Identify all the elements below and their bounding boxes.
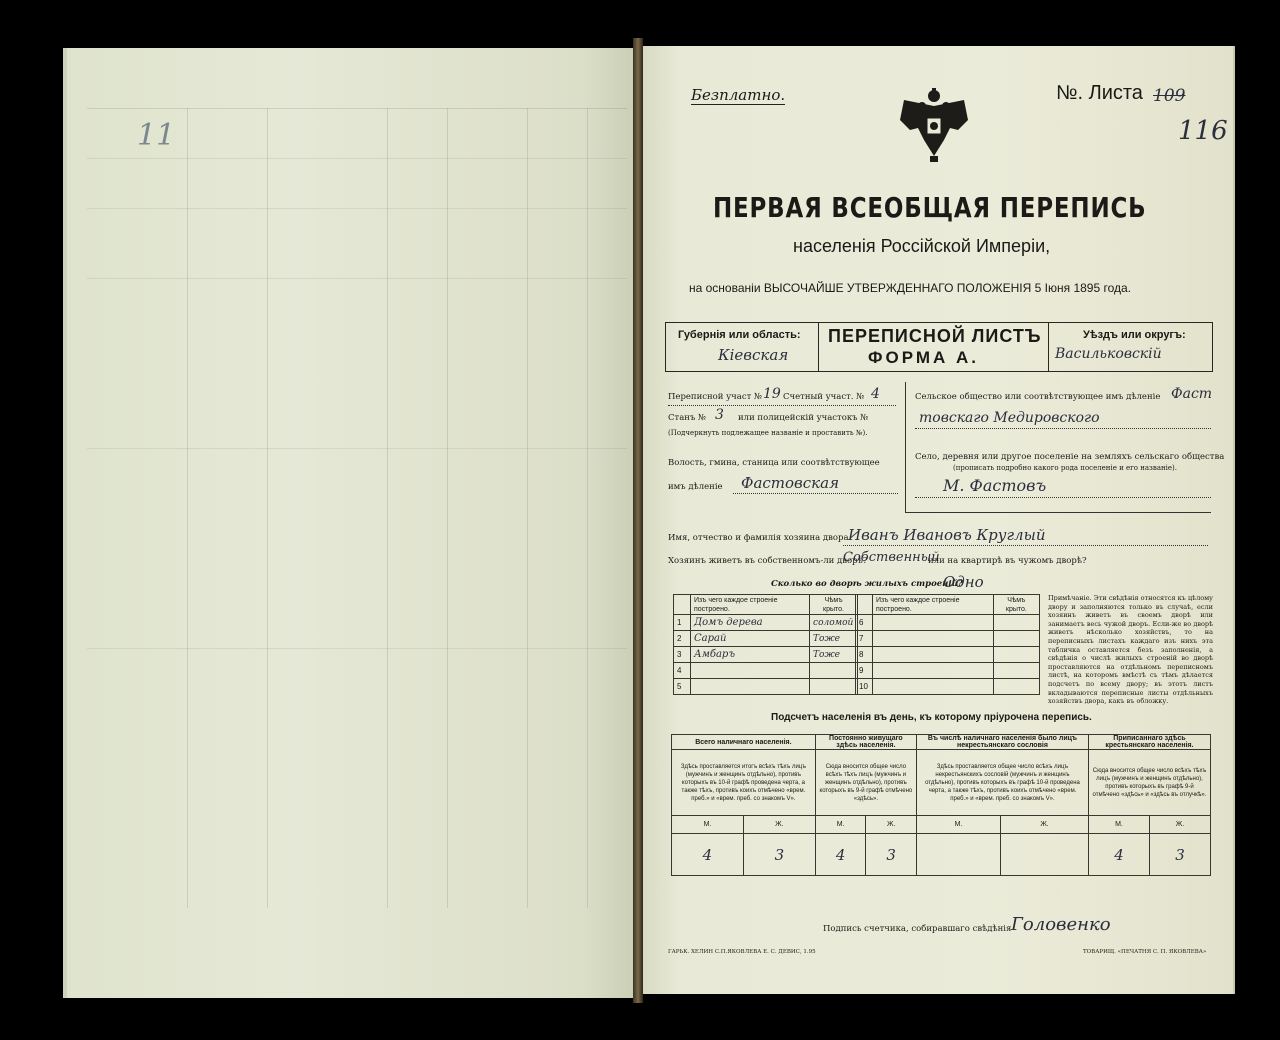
volost-value: Фастовская <box>741 474 840 492</box>
census-section-value: 19 <box>763 386 781 402</box>
show-through-grid <box>87 108 627 949</box>
buildings-note: Примѣчаніе. Эти свѣдѣнія относятся къ цѣлому двору и заполняются только въ случаѣ, если хозяинъ живетъ въ своемъ дворѣ или занимаетъ весь чужой дворъ. Если-же во дворѣ живетъ нѣсколько хозяйствъ, то на переписныхъ листахъ каждаго изъ нихъ эта табличка оставляется безъ заполненія, а свѣдѣнія о числѣ жилыхъ строеній во дворѣ проставляются на отдѣльномъ переписномъ листѣ, на которомъ вмѣстѣ съ тѣмъ дѣлается подсчетъ по всему двору; въ этотъ листъ вкладываются переписные листы отдѣльныхъ хозяйствъ двора, какъ въ обложку. <box>1048 594 1213 706</box>
police-label: или полицейскій участокъ № <box>738 413 869 423</box>
census-form-page <box>643 46 1235 994</box>
count-male: 4 <box>815 834 866 876</box>
book-spine <box>633 38 643 1003</box>
owner-label: Имя, отчество и фамилія хозяина двора <box>668 533 849 543</box>
village-label: Село, деревня или другое поселеніе на земляхъ сельскаго общества <box>915 452 1225 462</box>
apartment-label: или на квартирѣ въ чужомъ дворѣ? <box>928 556 1087 566</box>
census-book <box>55 38 1235 1003</box>
count-col-desc: Сюда вносится общее число всѣхъ тѣхъ лицъ (мужчинъ и женщинъ отдѣльно), противъ которыхъ въ 9-й графѣ отмѣчено «здѣсь». <box>815 750 916 816</box>
form-title: ПЕРЕПИСНОЙ ЛИСТЪ <box>828 326 1042 346</box>
count-col-title: Всего наличнаго населенія. <box>672 735 816 750</box>
sheet-number-label: №. Листа <box>1056 82 1143 104</box>
counting-section-value: 4 <box>871 386 880 402</box>
count-col-desc: Здѣсь проставляется итогъ всѣхъ тѣхъ лицъ (мужчинъ и женщинъ отдѣльно), противъ которыхъ въ 10-й графѣ проведена черта, а также тѣхъ, противъ коихъ отмѣчено «врем. преб.» и «врем. преб. со знакомъ V». <box>672 750 816 816</box>
owner-value: Иванъ Ивановъ Круглый <box>848 526 1046 544</box>
district-label: Уѣздъ или округъ: <box>1083 329 1186 341</box>
col-roof-header: Чѣмъ крыто. <box>810 595 858 615</box>
printer-right: ТОВАРИЩ. «ПЕЧАТНЯ С. П. ЯКОВЛЕВА» <box>1083 949 1207 955</box>
village-value: М. Фастовъ <box>943 476 1047 495</box>
imperial-eagle-emblem <box>898 86 970 166</box>
volost-label-2: имъ дѣленіе <box>668 482 723 492</box>
building-what: Домъ дерева <box>691 615 810 631</box>
building-roof: соломой <box>810 615 858 631</box>
sheet-number-value: 109 <box>1153 86 1186 106</box>
count-female: 3 <box>743 834 815 876</box>
census-section-label: Переписной участ № <box>668 392 763 402</box>
count-col-title: Постоянно живущаго здѣсь населенія. <box>815 735 916 750</box>
free-label: Безплатно. <box>691 86 786 104</box>
population-count-table: Всего наличнаго населенія. Постоянно живущаго здѣсь населенія. Въ числѣ наличнаго населенія было лицъ некрестьянскаго сословія Приписаннаго здѣсь крестьянскаго населенія. Здѣсь проставляется итогъ всѣхъ тѣхъ лицъ (мужчинъ и женщинъ отдѣльно), противъ которыхъ въ 10-й графѣ проведена черта, а также тѣхъ, противъ коихъ отмѣчено «врем. преб.» и «врем. преб. со знакомъ V». Сюда вносится общее число всѣхъ тѣхъ лицъ (мужчинъ и женщинъ отдѣльно), противъ которыхъ въ 9-й графѣ отмѣчено «здѣсь». Здѣсь проставляется общее число всѣхъ лицъ некрестьянскихъ сословій (мужчинъ и женщинъ отдѣльно), противъ которыхъ въ графѣ 10-й проведена черта, а также тѣхъ, противъ коихъ отмѣчено «врем. преб.» и «врем. преб. со знакомъ V». Сюда вносится общее число всѣхъ тѣхъ лицъ (мужчинъ и женщинъ отдѣльно), противъ которыхъ въ графѣ 9-й отмѣчено «здѣсь» и «здѣсь въ отлучкѣ». М. Ж. М. Ж. М. Ж. М. Ж. 4 3 4 3 4 3 <box>671 734 1211 876</box>
subtitle: населенія Россійской Имперіи, <box>793 236 1051 256</box>
buildings-value: Одно <box>943 573 984 591</box>
underline-note: (Подчеркнуть подлежащее названіе и проставить №). <box>668 429 868 437</box>
province-value: Кіевская <box>718 346 789 364</box>
stan-label: Станъ № <box>668 413 707 423</box>
owner-lives-value: Собственный <box>843 550 940 565</box>
basis-line: на основаніи ВЫСОЧАЙШЕ УТВЕРЖДЕННАГО ПОЛОЖЕНІЯ 5 Іюня 1895 года. <box>689 281 1132 295</box>
count-col-desc: Сюда вносится общее число всѣхъ тѣхъ лицъ (мужчинъ и женщинъ отдѣльно), противъ которыхъ въ графѣ 9-й отмѣчено «здѣсь» и «здѣсь въ отлучкѣ». <box>1088 750 1210 816</box>
male-header: М. <box>672 816 744 834</box>
building-roof: Тоже <box>810 631 858 647</box>
left-page-mark: 11 <box>137 118 176 153</box>
count-female: 3 <box>1149 834 1210 876</box>
female-header: Ж. <box>743 816 815 834</box>
buildings-table-right: Изъ чего каждое строеніе построено. Чѣмъ крыто. 6 7 8 9 10 <box>855 594 1040 695</box>
village-society-value: Фаст <box>1171 386 1213 402</box>
counting-section-label: Счетный участ. № <box>783 392 865 402</box>
count-male: 4 <box>672 834 744 876</box>
district-value: Васильковскій <box>1055 346 1162 362</box>
buildings-label: Сколько во дворѣ жилыхъ строеній? <box>771 579 963 589</box>
count-heading: Подсчетъ населенія въ день, къ которому пріурочена перепись. <box>771 712 1092 723</box>
village-note: (прописать подробно какого рода поселеніе и его названіе). <box>953 464 1177 472</box>
signature-label: Подпись счетчика, собиравшаго свѣдѣнія <box>823 924 1012 934</box>
building-what: Амбаръ <box>691 647 810 663</box>
count-col-title: Приписаннаго здѣсь крестьянскаго населенія. <box>1088 735 1210 750</box>
village-society-value-2: товскаго Медировского <box>919 410 1100 426</box>
count-male <box>916 834 1000 876</box>
count-female <box>1001 834 1089 876</box>
count-female: 3 <box>866 834 917 876</box>
count-col-desc: Здѣсь проставляется общее число всѣхъ лицъ некрестьянскихъ сословій (мужчинъ и женщинъ отдѣльно), противъ которыхъ въ графѣ 10-й проведена черта, а также тѣхъ, противъ коихъ отмѣчено «врем. преб.» и «врем. преб. со знакомъ V». <box>916 750 1088 816</box>
count-male: 4 <box>1088 834 1149 876</box>
building-what: Сарай <box>691 631 810 647</box>
owner-lives-label: Хозяинъ живетъ въ собственномъ-ли дворѣ? <box>668 556 868 566</box>
buildings-table-left: Изъ чего каждое строеніе построено. Чѣмъ крыто. 1 Домъ дерева соломой 2 Сарай Тоже 3 Амбаръ Тоже 4 5 <box>673 594 858 695</box>
volost-label: Волость, гмина, станица или соотвѣтствующее <box>668 458 880 468</box>
printer-left: ГАРЬК. ХЕЛИН С.П.ЯКОВЛЕВА Е. С. ДЕВИС, 1.95 <box>668 949 816 955</box>
building-roof: Тоже <box>810 647 858 663</box>
col-what-header: Изъ чего каждое строеніе построено. <box>691 595 810 615</box>
province-label: Губернія или область: <box>678 329 801 341</box>
left-page <box>63 48 639 998</box>
village-society-label: Сельское общество или соотвѣтствующее имъ дѣленіе <box>915 392 1161 402</box>
stan-value: 3 <box>715 407 724 423</box>
form-variant: ФОРМА А. <box>868 348 980 367</box>
main-title: ПЕРВАЯ ВСЕОБЩАЯ ПЕРЕПИСЬ <box>713 191 1147 224</box>
count-col-title: Въ числѣ наличнаго населенія было лицъ некрестьянскаго сословія <box>916 735 1088 750</box>
signature-value: Головенко <box>1011 914 1111 935</box>
sheet-number-corrected: 116 <box>1178 116 1228 146</box>
